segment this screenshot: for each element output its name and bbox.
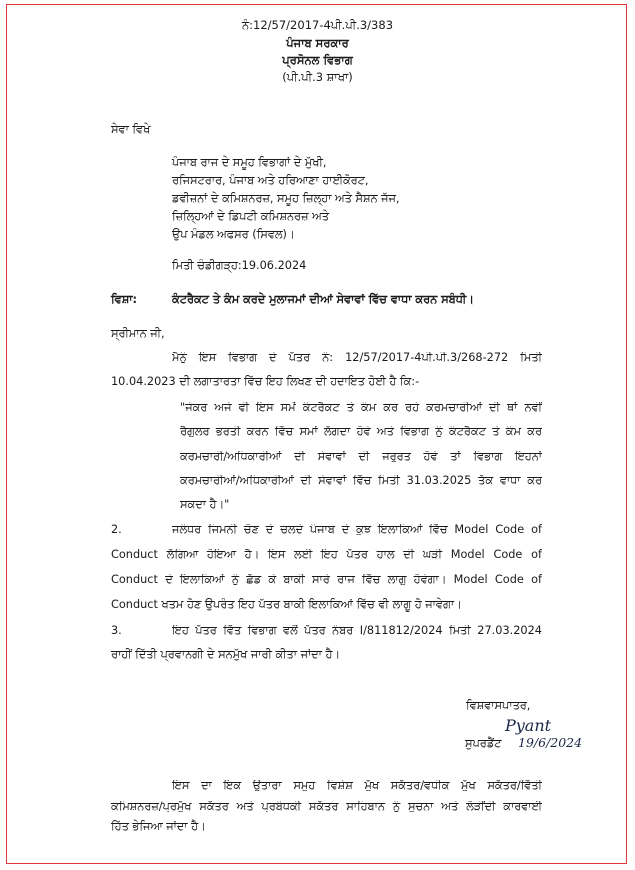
paragraph-line: Conduct ਦੇ ਇਲਾਕਿਆਂ ਨੂੰ ਛੱਡ ਕੇ ਬਾਕੀ ਸਾਰੇ ਰਾਜ ਵਿੱਚ ਲਾਗੂ ਹੋਵੇਗਾ। Model Code of xyxy=(111,574,542,586)
closing-yours: ਵਿਸ਼ਵਾਸਪਾਤਰ, xyxy=(466,699,531,712)
reference-number: ਨੰ:12/57/2017-4ਪੀ.ਪੀ.3/383 xyxy=(241,18,394,32)
signature-date: 19/6/2024 xyxy=(518,735,583,750)
department-name: ਪ੍ਰਸੋਨਲ ਵਿਭਾਗ xyxy=(282,53,353,67)
paragraph-line: ਇਹ ਪੱਤਰ ਵਿੱਤ ਵਿਭਾਗ ਵਲੋਂ ਪੱਤਰ ਨੰਬਰ I/811812/2024 ਮਿਤੀ 27.03.2024 xyxy=(172,625,542,637)
signature: Pyant xyxy=(505,716,552,735)
copy-note-line: ਹਿੱਤ ਭੇਜਿਆ ਜਾਂਦਾ ਹੈ। xyxy=(111,820,206,833)
paragraph-line: ਮੈਨੂੰ ਇਸ ਵਿਭਾਗ ਦੇ ਪੱਤਰ ਨੰ: 12/57/2017-4ਪੀ.ਪੀ.3/268-272 ਮਿਤੀ xyxy=(172,352,542,364)
quote-line: ਸਕਦਾ ਹੈ।" xyxy=(180,498,230,511)
quote-line: "ਜੇਕਰ ਅਜੇ ਵੀ ਇਸ ਸਮੇਂ ਕੰਟਰੈਕਟ ਤੇ ਕੰਮ ਕਰ ਰਹੇ ਕਰਮਚਾਰੀਆਂ ਦੀ ਥਾਂ ਨਵੀਂ xyxy=(180,402,542,414)
addressee-line: ਪੰਜਾਬ ਰਾਜ ਦੇ ਸਮੂਹ ਵਿਭਾਗਾਂ ਦੇ ਮੁੱਖੀ, xyxy=(172,156,327,169)
copy-note-line: ਇਸ ਦਾ ਇਕ ਉਤਾਰਾ ਸਮੂਹ ਵਿਸ਼ੇਸ਼ ਮੁੱਖ ਸਕੱਤਰ/ਵਧੀਕ ਮੁੱਖ ਸਕੱਤਰ/ਵਿੱਤੀ xyxy=(172,780,542,792)
paragraph-line: 10.04.2023 ਦੀ ਲਗਾਤਾਰਤਾ ਵਿੱਚ ਇਹ ਲਿਖਣ ਦੀ ਹਦਾਇਤ ਹੋਈ ਹੈ ਕਿ:- xyxy=(111,375,420,388)
addressee-line: ਡਵੀਜ਼ਨਾਂ ਦੇ ਕਮਿਸ਼ਨਰਜ਼, ਸਮੂਹ ਜ਼ਿਲ੍ਹਾ ਅਤੇ ਸੈਸ਼ਨ ਜੱਜ, xyxy=(172,192,400,205)
government-name: ਪੰਜਾਬ ਸਰਕਾਰ xyxy=(286,36,349,50)
addressee-line: ਰਜਿਸਟਰਾਰ, ਪੰਜਾਬ ਅਤੇ ਹਰਿਆਣਾ ਹਾਈਕੋਰਟ, xyxy=(172,174,369,187)
branch-name: (ਪੀ.ਪੀ.3 ਸ਼ਾਖਾ) xyxy=(282,70,353,84)
paragraph-line: Conduct ਖਤਮ ਹੋਣ ਉਪਰੰਤ ਇਹ ਪੱਤਰ ਬਾਕੀ ਇਲਾਕਿਆਂ ਵਿੱਚ ਵੀ ਲਾਗੂ ਹੋ ਜਾਵੇਗਾ। xyxy=(111,598,462,611)
salutation-to: ਸੇਵਾ ਵਿਖੇ xyxy=(111,123,151,136)
quote-line: ਕਰਮਚਾਰੀਆਂ/ਅਧਿਕਾਰੀਆਂ ਦੀ ਸੇਵਾਵਾਂ ਵਿੱਚ ਮਿਤੀ 31.03.2025 ਤੱਕ ਵਾਧਾ ਕਰ xyxy=(180,475,542,487)
quote-line: ਰੈਗੂਲਰ ਭਰਤੀ ਕਰਨ ਵਿੱਚ ਸਮਾਂ ਲੱਗਦਾ ਹੋਵੇ ਅਤੇ ਵਿਭਾਗ ਨੂੰ ਕੰਟਰੈਕਟ ਤੇ ਕੰਮ ਕਰ xyxy=(180,426,542,438)
paragraph-number: 2. xyxy=(111,523,122,536)
copy-note-line: ਕਮਿਸ਼ਨਰਜ਼/ਪ੍ਰਮੁੱਖ ਸਕੱਤਰ ਅਤੇ ਪ੍ਰਬੰਧਕੀ ਸਕੱਤਰ ਸਾਹਿਬਾਨ ਨੂੰ ਸੂਚਨਾ ਅਤੇ ਲੋੜੀਂਦੀ ਕਾਰਵਾਈ xyxy=(111,801,542,813)
addressee-line: ਜ਼ਿਲ੍ਹਿਆਂ ਦੇ ਡਿਪਟੀ ਕਮਿਸ਼ਨਰਜ਼ ਅਤੇ xyxy=(172,210,329,223)
greeting: ਸ੍ਰੀਮਾਨ ਜੀ, xyxy=(111,327,165,340)
subject-text: ਕੰਟਰੈਕਟ ਤੇ ਕੰਮ ਕਰਦੇ ਮੁਲਾਜਮਾਂ ਦੀਆਂ ਸੇਵਾਵਾਂ ਵਿੱਚ ਵਾਧਾ ਕਰਨ ਸਬੰਧੀ। xyxy=(172,293,474,306)
paragraph-number: 3. xyxy=(111,624,122,637)
paragraph-line: ਰਾਹੀਂ ਦਿੱਤੀ ਪ੍ਰਵਾਨਗੀ ਦੇ ਸਨਮੁੱਖ ਜਾਰੀ ਕੀਤਾ ਜਾਂਦਾ ਹੈ। xyxy=(111,648,341,661)
date-line: ਮਿਤੀ ਚੰਡੀਗੜ੍ਹ:19.06.2024 xyxy=(172,259,307,272)
paragraph-line: Conduct ਲੱਗਿਆ ਹੋਇਆ ਹੈ। ਇਸ ਲਈ ਇਹ ਪੱਤਰ ਹਾਲ ਦੀ ਘੜੀ Model Code of xyxy=(111,549,542,561)
paragraph-line: ਜਲੰਧਰ ਜਿਮਨੀ ਚੋਣ ਦੇ ਚਲਦੇ ਪੰਜਾਬ ਦੇ ਕੁਝ ਇਲਾਕਿਆਂ ਵਿੱਚ Model Code of xyxy=(172,524,542,536)
subject-label: ਵਿਸ਼ਾ: xyxy=(111,293,137,306)
quote-line: ਕਰਮਚਾਰੀ/ਅਧਿਕਾਰੀਆਂ ਦੀ ਸੇਵਾਵਾਂ ਦੀ ਜਰੂਰਤ ਹੋਵੇ ਤਾਂ ਵਿਭਾਗ ਇਹਨਾਂ xyxy=(180,451,542,463)
designation: ਸੁਪਰਡੈਂਟ xyxy=(465,737,502,750)
addressee-line: ਉਪ ਮੰਡਲ ਅਫਸਰ (ਸਿਵਲ)। xyxy=(172,228,295,241)
